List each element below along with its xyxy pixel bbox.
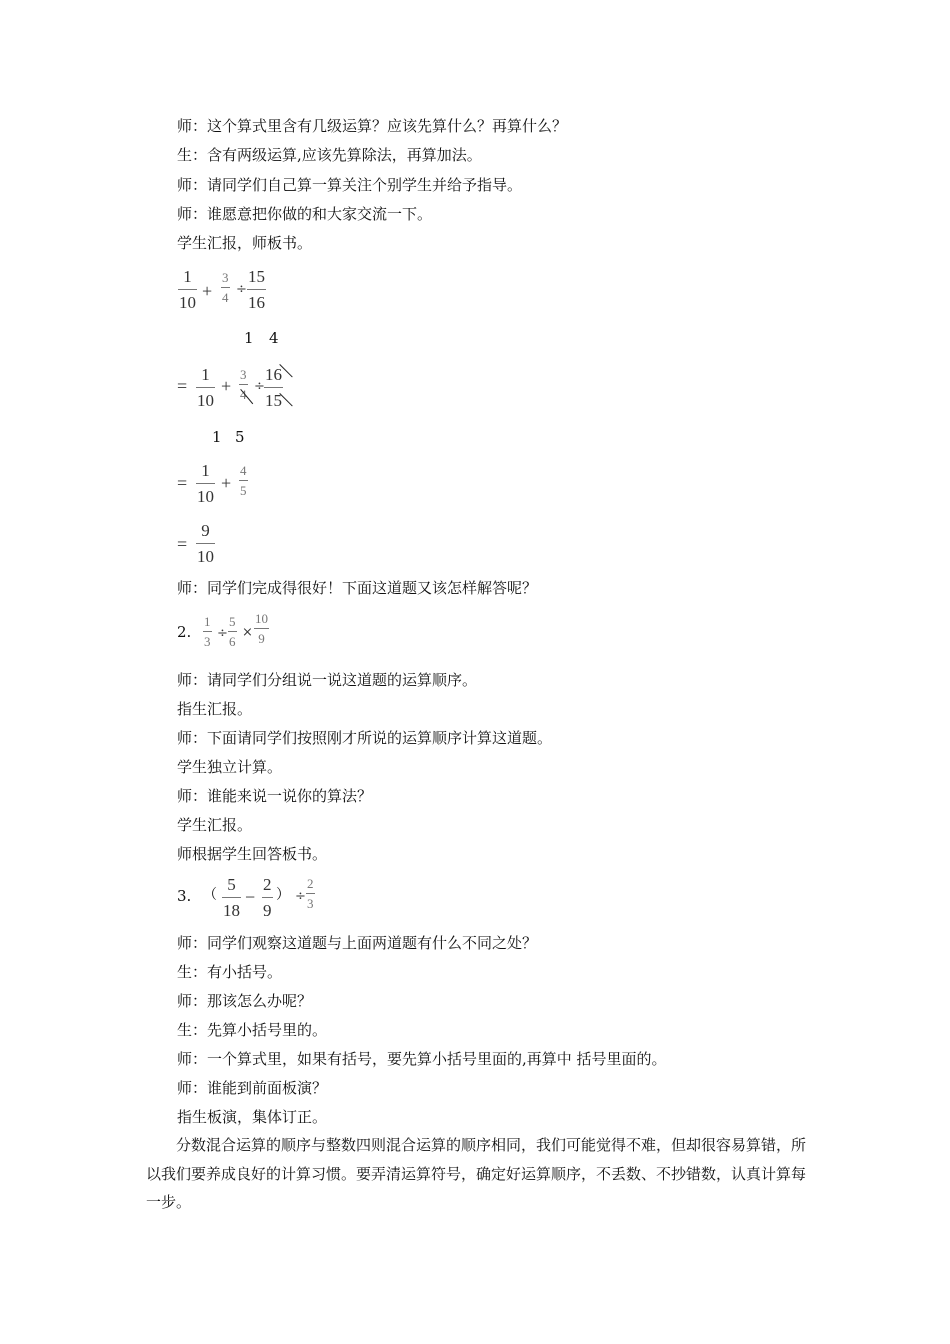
fraction: 4 5 [240,463,247,498]
fraction: 2 3 [307,876,314,911]
fraction: 2 9 [263,875,272,920]
plus-sign: + [221,473,232,493]
dialogue-line: 生：有小括号。 [177,963,283,981]
plus-sign: + [202,281,213,301]
fraction: 16 15 [265,365,282,410]
summary-paragraph: 分数混合运算的顺序与整数四则混合运算的顺序相同，我们可能觉得不难，但却很容易算错，所以我们要养成良好的计算习惯。要弄清运算符号，确定好运算顺序，不丢数、不抄错数，认真计算每一步。 [146,1136,807,1211]
equals-sign: = [177,534,188,554]
fraction: 1 10 [197,461,214,506]
minus-sign: − [245,887,256,907]
divide-sign: ÷ [217,626,228,641]
fraction: 1 10 [197,365,214,410]
fraction: 10 9 [255,611,268,646]
cancel-result: 1 [212,428,222,446]
dialogue-line: 学生汇报，师板书。 [177,234,313,252]
dialogue-line: 师：谁能来说一说你的算法？ [177,787,373,805]
dialogue-line: 师：这个算式里含有几级运算？应该先算什么？再算什么？ [177,117,568,135]
divide-sign: ÷ [295,889,306,904]
fraction: 9 10 [197,521,214,566]
dialogue-line: 师：请同学们分组说一说这道题的运算顺序。 [177,671,478,689]
dialogue-line: 师：同学们观察这道题与上面两道题有什么不同之处？ [177,934,538,952]
dialogue-line: 师：下面请同学们按照刚才所说的运算顺序计算这道题。 [177,729,553,747]
fraction: 15 16 [248,267,265,312]
fraction: 5 6 [229,614,236,649]
dialogue-line: 师：谁愿意把你做的和大家交流一下。 [177,205,433,223]
divide-sign: ÷ [236,282,247,297]
dialogue-line: 生：含有两级运算,应该先算除法，再算加法。 [177,146,482,164]
right-paren: ） [276,887,290,903]
plus-sign: + [221,376,232,396]
fraction: 1 3 [204,614,211,649]
fraction: 5 18 [223,875,240,920]
equals-sign: = [177,473,188,493]
dialogue-line: 师：一个算式里，如果有括号，要先算小括号里面的,再算中 括号里面的。 [177,1050,667,1068]
cancel-result: 5 [235,428,245,446]
equals-sign: = [177,376,188,396]
times-sign: × [242,625,253,640]
dialogue-line: 师：谁能到前面板演？ [177,1079,328,1097]
cancel-result: 1 [244,329,254,347]
fraction: 3 4 [240,367,247,402]
dialogue-line: 指生板演，集体订正。 [177,1108,328,1126]
problem-number: 2. [177,623,192,641]
dialogue-line: 师：请同学们自己算一算关注个别学生并给予指导。 [177,176,523,194]
dialogue-line: 学生汇报。 [177,816,253,834]
dialogue-line: 学生独立计算。 [177,758,283,776]
cancel-result: 4 [269,329,279,347]
fraction: 1 10 [179,267,196,312]
problem-number: 3. [177,887,192,905]
dialogue-line: 生：先算小括号里的。 [177,1021,328,1039]
dialogue-line: 师：同学们完成得很好！下面这道题又该怎样解答呢？ [177,579,538,597]
dialogue-line: 师：那该怎么办呢？ [177,992,313,1010]
fraction: 3 4 [222,270,229,305]
left-paren: （ [203,887,217,903]
dialogue-line: 指生汇报。 [177,700,253,718]
dialogue-line: 师根据学生回答板书。 [177,845,328,863]
divide-sign: ÷ [254,379,265,394]
